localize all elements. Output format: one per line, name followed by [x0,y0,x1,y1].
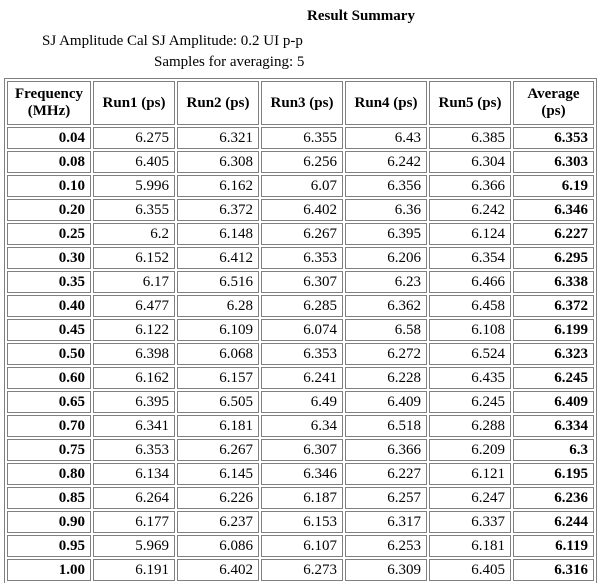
cell-average: 6.316 [513,559,594,581]
cell-frequency: 0.10 [7,175,91,197]
table-row [7,247,594,269]
cell-run4: 6.43 [345,127,427,149]
table-row [7,535,594,557]
cell-run1: 6.395 [93,391,175,413]
cell-run5: 6.304 [429,151,511,173]
cell-average: 6.334 [513,415,594,437]
cell-run3: 6.402 [261,199,343,221]
cell-run1: 6.152 [93,247,175,269]
cell-average: 6.295 [513,247,594,269]
table-row [7,127,594,149]
cell-average: 6.323 [513,343,594,365]
samples-info: Samples for averaging: 5 [154,54,305,70]
cell-run5: 6.354 [429,247,511,269]
cell-run4: 6.272 [345,343,427,365]
table-row [7,151,594,173]
cell-run5: 6.242 [429,199,511,221]
cell-run5: 6.108 [429,319,511,341]
cell-run2: 6.372 [177,199,259,221]
cell-run2: 6.321 [177,127,259,149]
cell-run5: 6.337 [429,511,511,533]
table-row [7,559,594,581]
cell-run3: 6.153 [261,511,343,533]
cell-frequency: 0.80 [7,463,91,485]
cell-run1: 6.398 [93,343,175,365]
cell-run4: 6.366 [345,439,427,461]
cell-run2: 6.226 [177,487,259,509]
cell-run4: 6.206 [345,247,427,269]
cell-average: 6.346 [513,199,594,221]
cell-run3: 6.307 [261,271,343,293]
cell-run4: 6.317 [345,511,427,533]
cell-frequency: 0.50 [7,343,91,365]
cell-run2: 6.28 [177,295,259,317]
cell-run5: 6.366 [429,175,511,197]
cell-run4: 6.518 [345,415,427,437]
column-header-run5: Run5 (ps) [429,81,511,125]
cell-run3: 6.256 [261,151,343,173]
cell-run1: 6.477 [93,295,175,317]
cell-frequency: 0.40 [7,295,91,317]
cell-run1: 6.355 [93,199,175,221]
cell-run4: 6.356 [345,175,427,197]
cell-run3: 6.49 [261,391,343,413]
cell-run1: 6.177 [93,511,175,533]
table-row [7,511,594,533]
cell-run2: 6.402 [177,559,259,581]
cell-average: 6.338 [513,271,594,293]
cell-average: 6.119 [513,535,594,557]
table-row [7,487,594,509]
result-table [4,78,597,583]
cell-run2: 6.148 [177,223,259,245]
table-row [7,463,594,485]
cell-frequency: 0.04 [7,127,91,149]
cell-frequency: 1.00 [7,559,91,581]
cell-run4: 6.362 [345,295,427,317]
cell-run4: 6.309 [345,559,427,581]
cell-run2: 6.505 [177,391,259,413]
cell-run5: 6.245 [429,391,511,413]
cell-run2: 6.237 [177,511,259,533]
table-row [7,295,594,317]
cell-run5: 6.209 [429,439,511,461]
cell-run1: 6.134 [93,463,175,485]
cell-frequency: 0.25 [7,223,91,245]
cell-run2: 6.109 [177,319,259,341]
cell-frequency: 0.90 [7,511,91,533]
table-row [7,391,594,413]
cell-run3: 6.355 [261,127,343,149]
cell-frequency: 0.30 [7,247,91,269]
cell-run4: 6.409 [345,391,427,413]
cell-run5: 6.124 [429,223,511,245]
column-header-run2: Run2 (ps) [177,81,259,125]
cell-run1: 6.17 [93,271,175,293]
cell-frequency: 0.08 [7,151,91,173]
table-body [7,127,594,581]
cell-run2: 6.145 [177,463,259,485]
cell-frequency: 0.95 [7,535,91,557]
cell-run1: 5.996 [93,175,175,197]
column-header-run4: Run4 (ps) [345,81,427,125]
cell-run5: 6.121 [429,463,511,485]
cell-run4: 6.227 [345,463,427,485]
cell-average: 6.195 [513,463,594,485]
sj-amplitude-info: SJ Amplitude Cal SJ Amplitude: 0.2 UI p-p [42,33,303,49]
cell-average: 6.19 [513,175,594,197]
cell-run3: 6.346 [261,463,343,485]
cell-run1: 6.162 [93,367,175,389]
cell-run5: 6.288 [429,415,511,437]
cell-run1: 6.353 [93,439,175,461]
cell-frequency: 0.65 [7,391,91,413]
cell-run5: 6.466 [429,271,511,293]
cell-average: 6.303 [513,151,594,173]
cell-average: 6.353 [513,127,594,149]
column-header-average: Average (ps) [513,81,594,125]
cell-average: 6.244 [513,511,594,533]
cell-run5: 6.435 [429,367,511,389]
cell-average: 6.372 [513,295,594,317]
cell-run1: 6.2 [93,223,175,245]
column-header-run1: Run1 (ps) [93,81,175,125]
cell-frequency: 0.70 [7,415,91,437]
cell-run3: 6.285 [261,295,343,317]
cell-run3: 6.07 [261,175,343,197]
cell-run1: 5.969 [93,535,175,557]
cell-run2: 6.086 [177,535,259,557]
table-row [7,271,594,293]
cell-run4: 6.23 [345,271,427,293]
cell-run4: 6.395 [345,223,427,245]
cell-run4: 6.242 [345,151,427,173]
cell-run4: 6.58 [345,319,427,341]
cell-run1: 6.405 [93,151,175,173]
table-row [7,175,594,197]
table-row [7,367,594,389]
cell-run2: 6.068 [177,343,259,365]
cell-run3: 6.307 [261,439,343,461]
cell-run3: 6.074 [261,319,343,341]
table-row [7,223,594,245]
cell-run2: 6.181 [177,415,259,437]
cell-run3: 6.267 [261,223,343,245]
cell-frequency: 0.20 [7,199,91,221]
cell-run3: 6.273 [261,559,343,581]
table-row [7,343,594,365]
cell-average: 6.409 [513,391,594,413]
cell-average: 6.227 [513,223,594,245]
cell-run5: 6.385 [429,127,511,149]
cell-frequency: 0.75 [7,439,91,461]
cell-run4: 6.253 [345,535,427,557]
cell-run4: 6.36 [345,199,427,221]
column-header-frequency: Frequency (MHz) [7,81,91,125]
cell-frequency: 0.60 [7,367,91,389]
table-row [7,415,594,437]
cell-frequency: 0.85 [7,487,91,509]
cell-run5: 6.405 [429,559,511,581]
cell-run1: 6.275 [93,127,175,149]
table-row [7,319,594,341]
cell-run5: 6.524 [429,343,511,365]
cell-run5: 6.458 [429,295,511,317]
cell-run3: 6.34 [261,415,343,437]
cell-run3: 6.353 [261,343,343,365]
cell-run1: 6.191 [93,559,175,581]
cell-run2: 6.516 [177,271,259,293]
cell-run2: 6.308 [177,151,259,173]
cell-average: 6.236 [513,487,594,509]
cell-frequency: 0.35 [7,271,91,293]
cell-run3: 6.107 [261,535,343,557]
cell-run1: 6.264 [93,487,175,509]
cell-run3: 6.353 [261,247,343,269]
page-title: Result Summary [307,8,415,24]
header-row [7,81,594,125]
cell-run3: 6.187 [261,487,343,509]
table-row [7,439,594,461]
cell-run5: 6.247 [429,487,511,509]
cell-average: 6.199 [513,319,594,341]
cell-run3: 6.241 [261,367,343,389]
cell-run1: 6.122 [93,319,175,341]
column-header-run3: Run3 (ps) [261,81,343,125]
table-row [7,199,594,221]
cell-run2: 6.412 [177,247,259,269]
cell-average: 6.245 [513,367,594,389]
cell-run4: 6.228 [345,367,427,389]
cell-average: 6.3 [513,439,594,461]
cell-run1: 6.341 [93,415,175,437]
cell-run2: 6.267 [177,439,259,461]
cell-run4: 6.257 [345,487,427,509]
cell-run2: 6.162 [177,175,259,197]
cell-run5: 6.181 [429,535,511,557]
cell-frequency: 0.45 [7,319,91,341]
cell-run2: 6.157 [177,367,259,389]
